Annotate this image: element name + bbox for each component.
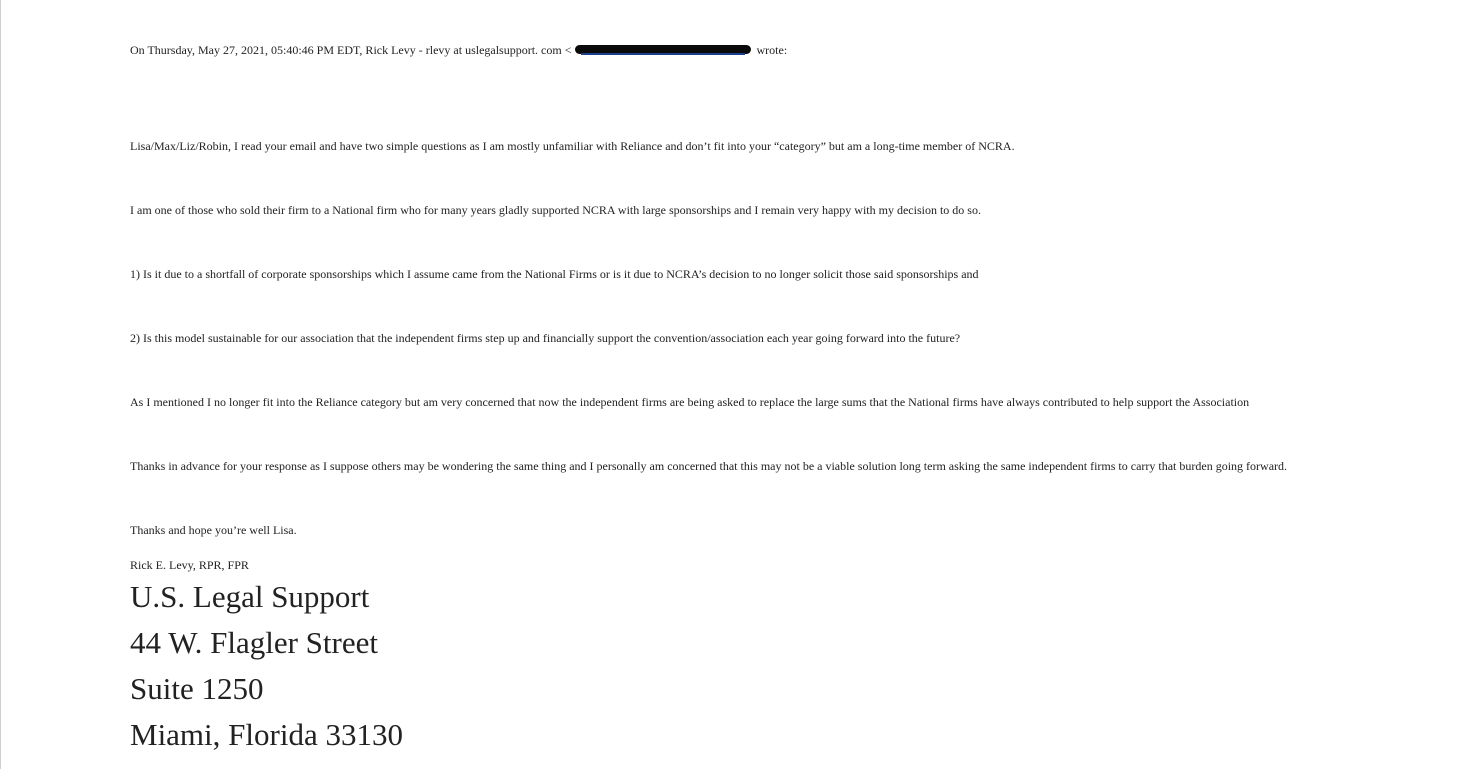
signature-street: 44 W. Flagler Street — [130, 625, 378, 660]
paragraph-thanks: Thanks in advance for your response as I suppose others may be wondering the same thing and I personally am concerned that this may not be a viable solution long term asking the same independent firms to carry that burden going forward. — [130, 459, 1288, 473]
paragraph-concern: As I mentioned I no longer fit into the Reliance category but am very concerned that now the independent firms are being asked to replace the large sums that the National firms have always contributed to help support the Association — [130, 395, 1250, 409]
quoted-header-prefix: On Thursday, May 27, 2021, 05:40:46 PM EDT, Rick Levy - rlevy at uslegalsupport. com < — [130, 43, 572, 57]
signature-company: U.S. Legal Support — [130, 579, 370, 614]
signature-name: Rick E. Levy, RPR, FPR — [130, 558, 249, 572]
paragraph-closing: Thanks and hope you’re well Lisa. — [130, 523, 297, 537]
signature-suite: Suite 1250 — [130, 671, 264, 706]
signature-city: Miami, Florida 33130 — [130, 717, 403, 752]
paragraph-question-1: 1) Is it due to a shortfall of corporate sponsorships which I assume came from the National Firms or is it due to NCRA’s decision to no longer solicit those said sponsorships and — [130, 267, 979, 281]
page-left-border — [0, 0, 1, 769]
paragraph-question-2: 2) Is this model sustainable for our association that the independent firms step up and financially support the convention/association each year going forward into the future? — [130, 331, 961, 345]
redacted-email-address — [575, 44, 751, 55]
paragraph-background: I am one of those who sold their firm to a National firm who for many years gladly supported NCRA with large sponsorships and I remain very happy with my decision to do so. — [130, 203, 981, 217]
quoted-header — [130, 43, 787, 57]
paragraph-greeting: Lisa/Max/Liz/Robin, I read your email and have two simple questions as I am mostly unfamiliar with Reliance and don’t fit into your “category” but am a long-time member of NCRA. — [130, 139, 1015, 153]
quoted-header-suffix: wrote: — [753, 43, 788, 57]
